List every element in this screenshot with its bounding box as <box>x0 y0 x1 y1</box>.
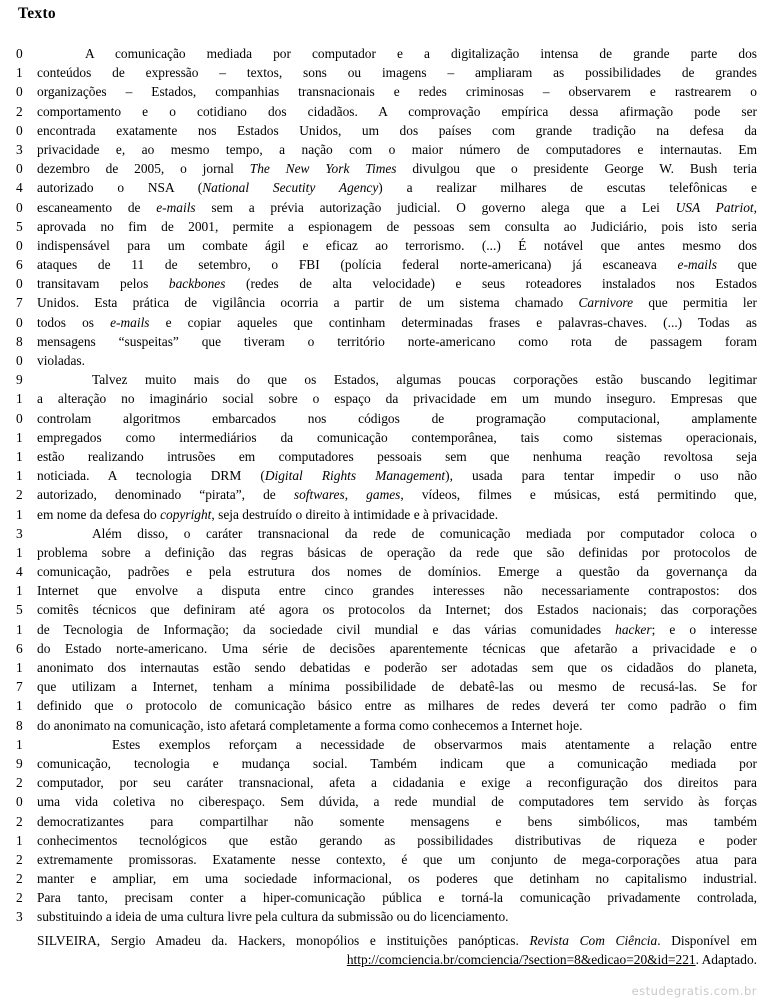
italic-term: games <box>366 487 401 503</box>
line-number: 2 <box>16 890 23 906</box>
line-text: do anonimato na comunicação, isto afetará completamente a forma como conhecemos a Internet hoje. <box>37 717 583 733</box>
text-line <box>0 773 761 792</box>
italic-term: e-mails <box>677 257 717 273</box>
line-text: controlam algoritmos embarcados nos códigos de programação computacional, amplamente <box>37 410 757 426</box>
line-text: uma vida coletiva no ciberespaço. Sem dúvida, a rede mundial de computadores tem servido às forças <box>37 794 757 810</box>
line-text: a alteração no imaginário social sobre o espaço da privacidade em um mundo inseguro. Empresas que <box>37 391 757 407</box>
text-line <box>0 178 761 197</box>
italic-term: copyright <box>160 506 212 522</box>
line-text: Além disso, o caráter transnacional da rede de comunicação mediada por computador coloca o <box>92 525 757 541</box>
text-line <box>0 850 761 869</box>
line-text: Estes exemplos reforçam a necessidade de observarmos mais atentamente a relação entre <box>112 736 757 752</box>
line-number: 1 <box>16 660 23 675</box>
line-text: de Tecnologia de Informação; da sociedade civil mundial e das várias comunidades hacker; e o interesse <box>37 621 757 637</box>
italic-term: The New York Times <box>249 161 397 177</box>
line-number: 0 <box>16 314 23 330</box>
text-line <box>0 409 761 428</box>
line-number: 1 <box>16 448 23 464</box>
text-line <box>0 313 761 332</box>
line-text: Para tanto, precisam conter a hiper-comunicação pública e torná-la comunicação privadamente controlada, <box>37 890 757 906</box>
text-line <box>0 255 761 274</box>
line-number: 1 <box>16 583 23 599</box>
line-number: 4 <box>16 180 23 196</box>
text-line <box>0 716 761 735</box>
text-line <box>0 428 761 447</box>
line-number: 0 <box>16 122 23 138</box>
line-text: conteúdos de expressão – textos, sons ou imagens – ampliaram as possibilidades de grandes <box>37 65 757 81</box>
line-text: ataques de 11 de setembro, o FBI (polícia federal norte-americana) já escaneava e-mails que <box>37 257 757 273</box>
line-text: problema sobre a definição das regras básicas de operação da rede que são definidas por protocolos de <box>37 544 757 560</box>
text-line <box>0 831 761 850</box>
line-number: 8 <box>16 333 23 349</box>
text-line <box>0 389 761 408</box>
italic-term: backbones <box>168 276 226 292</box>
line-text: estão realizando intrusões em computadores pessoais sem que nenhuma reação revoltosa seja <box>37 448 757 464</box>
line-text: Talvez muito mais do que os Estados, algumas poucas corporações estão buscando legitimar <box>92 372 757 388</box>
citation-line-1: SILVEIRA, Sergio Amadeu da. Hackers, monopólios e instituições panópticas. Revista Com Ciência. Disponível em <box>37 932 758 948</box>
text-line <box>0 217 761 236</box>
text-line <box>0 543 761 562</box>
line-text: extremamente promissoras. Exatamente nesse contexto, é que um conjunto de mega-corporações atua para <box>37 851 757 867</box>
line-text: do Estado norte-americano. Uma série de decisões aparentemente técnicas que afetarão a privacidade e o <box>37 640 757 656</box>
line-number: 1 <box>16 736 23 752</box>
line-text: mensagens “suspeitas” que tiveram o território norte-americano como rota de passagem foram <box>37 333 757 349</box>
text-line <box>0 485 761 504</box>
text-line <box>0 351 761 370</box>
text-line <box>0 792 761 811</box>
line-number: 6 <box>16 257 23 273</box>
line-text: comportamento e o cotidiano dos cidadãos. A comprovação empírica dessa afirmação pode ser <box>37 103 757 119</box>
line-number: 3 <box>16 141 23 157</box>
text-line <box>0 82 761 101</box>
line-number: 9 <box>16 755 23 771</box>
line-text: conhecimentos tecnológicos que estão gerando as possibilidades distributivas de riqueza e poder <box>37 832 757 848</box>
line-text: todos os e-mails e copiar aqueles que continham determinadas frases e palavras-chaves. (...) Todas as <box>37 314 757 330</box>
text-lines <box>0 44 761 927</box>
text-line <box>0 620 761 639</box>
text-line <box>0 274 761 293</box>
text-line <box>0 696 761 715</box>
line-number: 3 <box>16 909 23 925</box>
text-line <box>0 370 761 389</box>
text-line <box>0 63 761 82</box>
line-number: 2 <box>16 871 23 887</box>
text-line <box>0 812 761 831</box>
italic-term: e-mails <box>110 314 150 330</box>
line-number: 1 <box>16 621 23 637</box>
line-number: 0 <box>16 46 23 61</box>
line-number: 6 <box>16 640 23 656</box>
line-text: em nome da defesa do copyright, seja destruído o direito à intimidade e à privacidade. <box>37 506 499 522</box>
italic-term: Digital Rights Management <box>264 468 446 484</box>
line-text: dezembro de 2005, o jornal The New York Times divulgou que o presidente George W. Bush teria <box>37 161 757 177</box>
line-number: 0 <box>16 237 23 253</box>
line-text: comunicação, padrões e pela estrutura dos nomes de domínios. Emerge a questão da governança da <box>37 564 757 580</box>
text-line <box>0 639 761 658</box>
text-line <box>0 466 761 485</box>
line-text: A comunicação mediada por computador e a digitalização intensa de grande parte dos <box>85 46 757 61</box>
line-text: organizações – Estados, companhias transnacionais e redes criminosas – observarem e rastrearem o <box>37 84 757 100</box>
line-number: 1 <box>16 429 23 445</box>
text-line <box>0 198 761 217</box>
line-number: 1 <box>16 391 23 407</box>
line-text: computador, por seu caráter transnacional, afeta a cidadania e exige a reconfiguração dos direitos para <box>37 775 757 791</box>
line-text: empregados como intermediários da comunicação contemporânea, tais como sistemas operacionais, <box>37 429 757 445</box>
line-text: definido que o protocolo de comunicação básico entre as milhares de redes deverá ter como padrão o fim <box>37 698 757 714</box>
text-line <box>0 505 761 524</box>
line-text: privacidade e, ao mesmo tempo, a nação com o maior número de computadores e internautas. Em <box>37 141 757 157</box>
line-text: democratizantes para compartilhar não somente mensagens e bens simbólicos, mas também <box>37 813 757 829</box>
text-line <box>0 524 761 543</box>
line-number: 1 <box>16 832 23 848</box>
line-number: 0 <box>16 794 23 810</box>
citation-url-link[interactable]: http://comciencia.br/comciencia/?section=8&edicao=20&id=221 <box>346 952 696 968</box>
italic-term: Carnivore <box>578 295 634 311</box>
line-text: autorizado o NSA (National Secutity Agency) a realizar milhares de escutas telefônicas e <box>37 180 757 196</box>
line-text: Internet que envolve a disputa entre cinco grandes interesses não necessariamente contrapostos: dos <box>37 583 757 599</box>
line-number: 0 <box>16 353 23 368</box>
citation-line-2: http://comciencia.br/comciencia/?section=8&edicao=20&id=221. Adaptado. <box>346 952 757 968</box>
text-line <box>0 754 761 773</box>
text-line <box>0 562 761 581</box>
line-text: substituindo a ideia de uma cultura livre pela cultura da submissão ou do licenciamento. <box>37 909 509 925</box>
line-text: aprovada no fim de 2001, permite a espionagem de pessoas sem consulta ao Judiciário, pois isto seria <box>37 218 757 234</box>
citation <box>37 931 757 970</box>
line-number: 9 <box>16 372 23 388</box>
italic-term: Revista Com Ciência <box>529 932 658 948</box>
line-number: 4 <box>16 564 23 580</box>
italic-term: e-mails <box>156 199 196 215</box>
line-number: 0 <box>16 199 23 215</box>
line-number: 0 <box>16 410 23 426</box>
line-text: autorizado, denominado “pirata”, de softwares, games, vídeos, filmes e músicas, está permitindo que, <box>37 487 757 503</box>
watermark: estudegratis.com.br <box>631 984 757 998</box>
line-text: encontrada exatamente nos Estados Unidos, um dos países com grande tradição na defesa da <box>37 122 757 138</box>
italic-term: softwares <box>293 487 345 503</box>
line-number: 1 <box>16 698 23 714</box>
text-line <box>0 102 761 121</box>
line-text: anonimato dos internautas estão sendo debatidas e poderão ser adotadas sem que os cidadãos do planeta, <box>37 660 757 675</box>
line-number: 0 <box>16 276 23 292</box>
italic-term: National Secutity Agency <box>202 180 379 196</box>
text-line <box>0 236 761 255</box>
text-line <box>0 159 761 178</box>
line-number: 1 <box>16 468 23 484</box>
line-text: que utilizam a Internet, tenham a mínima possibilidade de debatê-las ou mesmo de recusá-las. Se for <box>37 679 757 695</box>
line-number: 5 <box>16 218 23 234</box>
line-number: 7 <box>16 295 23 311</box>
line-number: 2 <box>16 775 23 791</box>
line-text: manter e ampliar, em uma sociedade informacional, os poderes que detinham no capitalismo industrial. <box>37 871 757 887</box>
line-number: 1 <box>16 544 23 560</box>
text-line <box>0 658 761 677</box>
line-text: violadas. <box>37 353 85 368</box>
line-number: 0 <box>16 161 23 177</box>
line-number: 0 <box>16 84 23 100</box>
line-text: noticiada. A tecnologia DRM (Digital Rights Management), usada para tentar impedir o uso não <box>37 468 757 484</box>
text-body <box>0 44 761 970</box>
text-line <box>0 140 761 159</box>
text-line <box>0 677 761 696</box>
line-number: 8 <box>16 717 23 733</box>
line-text: comunicação, tecnologia e mudança social. Também indicam que a comunicação mediada por <box>37 755 757 771</box>
line-number: 3 <box>16 525 23 541</box>
text-line <box>0 735 761 754</box>
text-line <box>0 869 761 888</box>
line-number: 1 <box>16 506 23 522</box>
text-line <box>0 600 761 619</box>
line-number: 2 <box>16 813 23 829</box>
text-line <box>0 581 761 600</box>
line-number: 2 <box>16 851 23 867</box>
line-text: escaneamento de e-mails sem a prévia autorização judicial. O governo alega que a Lei USA Patriot, <box>37 199 757 215</box>
text-line <box>0 332 761 351</box>
line-number: 5 <box>16 602 23 618</box>
line-number: 1 <box>16 65 23 81</box>
text-line <box>0 44 761 63</box>
text-line <box>0 907 761 926</box>
line-number: 2 <box>16 103 23 119</box>
page-title: Texto <box>18 5 56 22</box>
line-text: Unidos. Esta prática de vigilância ocorria a partir de um sistema chamado Carnivore que permitia ler <box>37 295 757 311</box>
text-line <box>0 121 761 140</box>
text-line <box>0 888 761 907</box>
line-text: indispensável para um combate ágil e eficaz ao terrorismo. (...) É notável que antes mesmo dos <box>37 237 757 253</box>
line-text: transitavam pelos backbones (redes de alta velocidade) e seus roteadores instalados nos Estados <box>37 276 757 292</box>
italic-term: USA Patriot <box>675 199 754 215</box>
line-number: 2 <box>16 487 23 503</box>
text-line <box>0 293 761 312</box>
line-number: 7 <box>16 679 23 695</box>
line-text: comitês técnicos que definiram até agora os protocolos da Internet; dos Estados nacionais; das corporações <box>37 602 757 618</box>
italic-term: hacker <box>615 621 652 637</box>
text-line <box>0 447 761 466</box>
